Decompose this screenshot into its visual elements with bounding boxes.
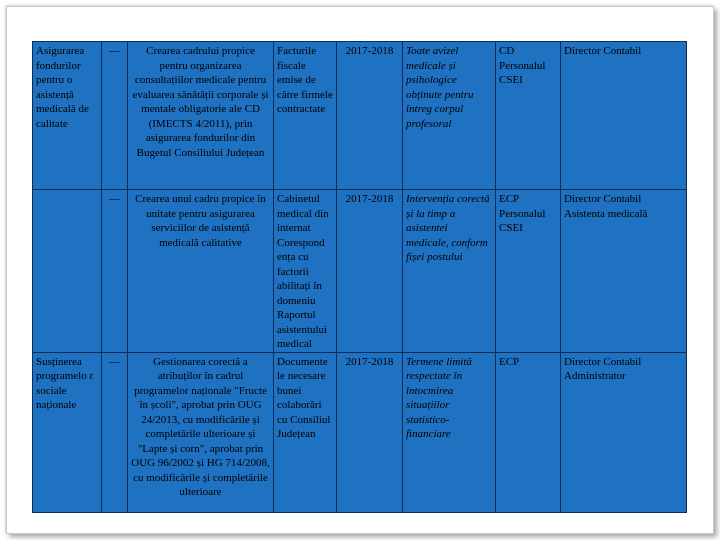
monitoring-cell: Director Contabil (561, 42, 687, 190)
resources-cell: Cabinetul medical din internat Corespond ența cu factorii abilitați în domeniu Raportul asistentului medical (274, 190, 337, 353)
indicators-cell: Toate avizel medicale și psihologice obținute pentru întreg corpul profesoral (403, 42, 496, 190)
responsible-cell: ECP (496, 352, 561, 512)
resources-cell: Facturile fiscale emise de către firmele contractate (274, 42, 337, 190)
table-row (33, 352, 687, 512)
period-cell: 2017-2018 (337, 190, 403, 353)
monitoring-cell: Director Contabil Administrator (561, 352, 687, 512)
responsible-cell: ECP Personalul CSEI (496, 190, 561, 353)
objective-cell: Susținerea programelo r sociale naționale (33, 352, 102, 512)
action-plan-table (32, 41, 687, 513)
period-cell: 2017-2018 (337, 352, 403, 512)
action-cell: Crearea cadrului propice pentru organizarea consultațiilor medicale pentru evaluarea sănătății corporale și mentale obligatorie ale CD (IMECTS 4/2011), prin asigurarea fondurilor din Bugetul Consiliului Județean (128, 42, 274, 190)
monitoring-cell: Director Contabil Asistenta medicală (561, 190, 687, 353)
indicators-cell: Termene limită respectate în întocmirea situațiilor statistico-financiare (403, 352, 496, 512)
action-cell: Crearea unui cadru propice în unitate pentru asigurarea serviciilor de asistență medicală calitative (128, 190, 274, 353)
table-row (33, 190, 687, 353)
bullet-dash: — (102, 352, 128, 512)
resources-cell: Documente le necesare bunei colaborări cu Consiliul Județean (274, 352, 337, 512)
responsible-cell: CD Personalul CSEI (496, 42, 561, 190)
table-row (33, 42, 687, 190)
bullet-dash: — (102, 42, 128, 190)
indicators-cell: Intervenția corectă și la timp a asistentei medicale, conform fișei postului (403, 190, 496, 353)
period-cell: 2017-2018 (337, 42, 403, 190)
action-cell: Gestionarea corectă a atribuților în cadrul programelor naționale "Fructe în școli", aprobat prin OUG 24/2013, cu modificările și completările ulterioare și "Lapte și corn", aprobat prin OUG 96/2002 și HG 714/2008, cu modificările și completările ulterioare (128, 352, 274, 512)
objective-cell: Asigurarea fondurilor pentru o asistență medicală de calitate (33, 42, 102, 190)
objective-cell (33, 190, 102, 353)
bullet-dash: — (102, 190, 128, 353)
